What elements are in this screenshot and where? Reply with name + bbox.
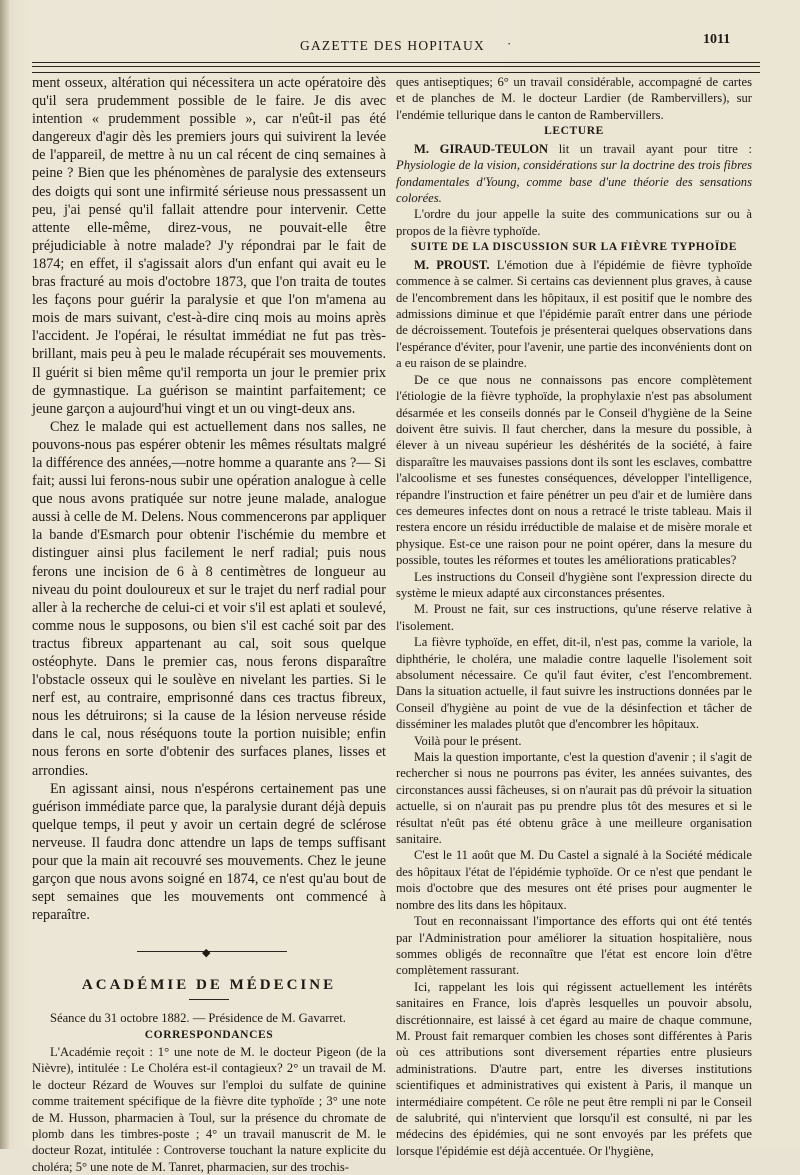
right-paragraph-6: M. Proust ne fait, sur ces instructions, qu'une réserve relative à l'isolement. xyxy=(396,602,752,633)
proust-text: L'émotion due à l'épidémie de fièvre typhoïde commence à se calmer. Si certains cas deviennent plus graves, à cause de l'encombrement dans les hôpitaux, il est positif que le nombre des admissions diminue et que l'épidémie paraît entrer dans une période de décroissement. Toutefois je présenterai quelques observations dans l'espérance d'éviter, pour l'avenir, une partie des inconvénients dont on a eu raison de se plaindre. xyxy=(396,257,753,371)
right-paragraph-3 xyxy=(396,257,752,372)
lecture-author: M. GIRAUD-TEULON xyxy=(414,141,549,156)
right-paragraph-11: Tout en reconnaissant l'importance des efforts qui ont été tentés par l'Administration pour améliorer la situation hospitalière, nous sommes obligés de reconnaître que l'état est encore loin d'être complètement rassurant. xyxy=(396,914,752,978)
page-number: 1011 xyxy=(703,32,731,47)
right-paragraph-8: Voilà pour le présent. xyxy=(414,733,522,748)
lecture-paragraph xyxy=(396,141,752,207)
proust-name: M. PROUST. xyxy=(414,257,490,272)
left-paragraph-3: En agissant ainsi, nous n'espérons certainement pas une guérison immédiate parce que, la paralysie durant déjà depuis quelque temps, il peut y avoir un certain degré de sclérose nerveuse. Il faudra donc attendre un laps de temps suffisant pour que la main ait recouvré ses mouvements. Chez le jeune garçon que nous avons soigné en 1874, ce n'est qu'au bout de sept semaines que les mouvements ont commencé à reparaître. xyxy=(32,780,386,924)
left-column xyxy=(32,74,386,1175)
separator-ornament: ◆ xyxy=(202,947,211,960)
right-paragraph-4: De ce que nous ne connaissons pas encore complètement l'étiologie de la fièvre typhoïde, la prophylaxie n'est pas absolument désarmée et les conseils donnés par le Conseil d'hygiène de la Seine doivent être suivis. Il faut chercher, dans la mesure du possible, à élever à un niveau supérieur les déshérités de la société, à faire disparaître les mauvaises passions dont ils sont les esclaves, combattre l'alcoolisme et ses funestes conséquences, développer l'intelligence, répandre l'instruction et faire pénétrer un peu d'air et de lumière dans ces demeures infectes dont on nous a retracé le triste tableau. Mais il restera encore un résidu irréductible de malaise et de misère morale et physique. Est-ce une raison pour ne point opérer, dans la mesure du possible, toutes les réformes et toutes les améliorations praticables? xyxy=(396,372,752,568)
left-paragraph-1: ment osseux, altération qui nécessitera un acte opératoire dès qu'il sera prudemment possible de le faire. Je dis avec intention « prudemment possible », car n'eût-il pas été dangereux d'agir dès les premiers jours qui suivirent la levée de l'appareil, de mettre à nu un cal récent de cinq semaines à peine ? Bien que les phénomènes de paralysie des extenseurs des doigts qui sont une infirmité sérieuse nous pressassent un peu, j'ai pensé qu'il fallait attendre pour intervenir. Cette attente elle-même, direz-vous, ne pouvait-elle être préjudiciable à notre malade? J'y répondrai par le fait de 1874; en effet, il s'agissait alors d'un enfant qui avait eu le bras fracturé au mois d'octobre 1873, que l'on traita de toutes les façons pour guérir la paralysie et que l'on m'amena au mois de mars suivant, c'est-à-dire cinq mois au moins après l'accident. Je l'opérai, le résultat immédiat ne fut pas très-brillant, mais peu à peu le malade récupérait ses mouvements. Il guérit si bien même qu'il remporta un jour le premier prix de gymnastique. La guérison se maintint parfaitement; ce jeune garçon a aujourd'hui vingt et un ou vingt-deux ans. xyxy=(32,75,386,417)
journal-title: GAZETTE DES HOPITAUX xyxy=(300,38,485,53)
correspondances-heading: CORRESPONDANCES xyxy=(144,1028,274,1041)
header-rule-thin-2 xyxy=(32,72,760,73)
right-paragraph-5: Les instructions du Conseil d'hygiène sont l'expression directe du système le mieux adapté aux circonstances présentes. xyxy=(396,569,752,600)
right-paragraph-9: Mais la question importante, c'est la question d'avenir ; il s'agit de rechercher si nous ne pourrons pas éviter, les années suivantes, des circonstances aussi fâcheuses, si on n'aurait pas dû prévoir la situation actuelle, si on n'aurait pas pu prendre plus tôt des mesures et si le résultat n'eût pas été obtenu grâce à une meilleure organisation sanitaire. xyxy=(396,750,752,847)
header-dot: · xyxy=(507,36,512,51)
discussion-heading: SUITE DE LA DISCUSSION SUR LA FIÈVRE TYPHOÏDE xyxy=(410,241,738,254)
session-line: Séance du 31 octobre 1882. — Présidence de M. Gavarret. xyxy=(50,1010,346,1025)
binding-shadow xyxy=(0,0,10,1149)
header-rule xyxy=(32,62,760,63)
right-paragraph-7: La fièvre typhoïde, en effet, dit-il, n'est pas, comme la variole, la diphthérie, le choléra, une maladie contre laquelle l'isolement soit absolument nécessaire. Ce qu'il faut éviter, c'est l'encombrement. Dans la situation actuelle, il faut suivre les instructions données par le Conseil d'hygiène au point de vue de la désinfection et tâcher de disséminer les malades plutôt que d'encombrer les hôpitaux. xyxy=(396,635,752,732)
lecture-heading: LECTURE xyxy=(544,125,604,138)
separator-line xyxy=(137,951,287,952)
right-paragraph-12: Ici, rappelant les lois qui régissent actuellement les intérêts sanitaires en France, lois d'après lesquelles un pouvoir absolu, discrétionnaire, est laissé à cet égard au maire de chaque commune, M. Proust fait remarquer combien les choses sont différentes à Paris où ces attributions sont diversement réparties entre plusieurs administrations. D'autre part, entre les diverses institutions scientifiques et administratives qui existent à Paris, il manque un intermédiaire compétent. Ce rôle ne peut être rempli ni par le Conseil de salubrité, qui n'intervient que lorsqu'il est consulté, ni par les médecins des épidémies, qui ne sont envoyés par les préfets que lorsque l'épidémie est déjà accentuée. Or l'hygiène, xyxy=(396,979,752,1158)
right-paragraph-1: ques antiseptiques; 6° un travail considérable, accompagné de cartes et de planches de M. le docteur Lardier (de Rambervillers), sur l'endémie tellurique dans le canton de Rambervillers. xyxy=(396,75,752,122)
running-head xyxy=(0,32,800,54)
lecture-text: lit un travail ayant pour titre : xyxy=(548,141,753,156)
right-column xyxy=(396,74,752,1159)
header-rule-thin xyxy=(32,66,760,67)
left-paragraph-2: Chez le malade qui est actuellement dans nos salles, ne pouvons-nous pas espérer obtenir les mêmes résultats malgré la différence des années,—notre homme a quarante ans ?— Si fait; aussi lui ferons-nous subir une opération analogue à celle que nous avons pratiquée sur notre jeune malade, analogue aussi à celle de M. Delens. Nous commencerons par appliquer la bande d'Esmarch pour obtenir l'ischémie du membre et distinguer ainsi plus facilement le nerf radial; puis nous ferons une incision de 6 à 8 centimètres de longueur au niveau du point douloureux et sur le trajet du nerf radial pour aller à la recherche de celui-ci et voir s'il est aplati et soulevé, comme nous le supposons, ou bien s'il est caché soit par des tractus fibreux appartenant au cal, soit sous quelque ostéophyte. Dans le premier cas, nous ferons disparaître l'obstacle osseux qui le soulève en nivelant les parties. Si le nerf est, au contraire, emprisonné dans ces tractus fibreux, nous les détruirons; si la cause de la lésion nerveuse réside dans le cal, nous réséquons toute la portion nuisible; enfin nous ferons en sorte d'obtenir des surfaces planes, lisses et arrondies. xyxy=(32,418,386,779)
ornamental-separator xyxy=(32,944,386,958)
lecture-title: Physiologie de la vision, considérations sur la doctrine des trois fibres fondamentales d'Young, comme base d'une théorie des sensations colorées. xyxy=(396,158,752,206)
right-paragraph-2: L'ordre du jour appelle la suite des communications sur ou à propos de la fièvre typhoïde. xyxy=(396,207,752,238)
left-paragraph-4: L'Académie reçoit : 1° une note de M. le docteur Pigeon (de la Nièvre), intitulée : Le Choléra est-il contagieux? 2° un travail de M. le docteur Rézard de Wouves sur l'emploi du sulfate de quinine comme traitement spécifique de la fièvre dite typhoïde ; 3° une note de M. Husson, pharmacien à Toul, sur la présence du chromate de plomb dans les timbres-poste ; 4° un travail manuscrit de M. le docteur Rozat, intitulée : Controverse touchant la nature explicite du choléra; 5° une note de M. Tanret, pharmacien, sur des trochis- xyxy=(32,1045,386,1174)
section-rule xyxy=(189,999,229,1000)
section-title: ACADÉMIE DE MÉDECINE xyxy=(81,977,337,994)
right-paragraph-10: C'est le 11 août que M. Du Castel a signalé à la Société médicale des hôpitaux l'état de l'épidémie typhoïde. Or ce n'est que pendant le mois d'octobre que des mesures ont été prises pour augmenter le nombre des lits dans les hôpitaux. xyxy=(396,848,752,912)
